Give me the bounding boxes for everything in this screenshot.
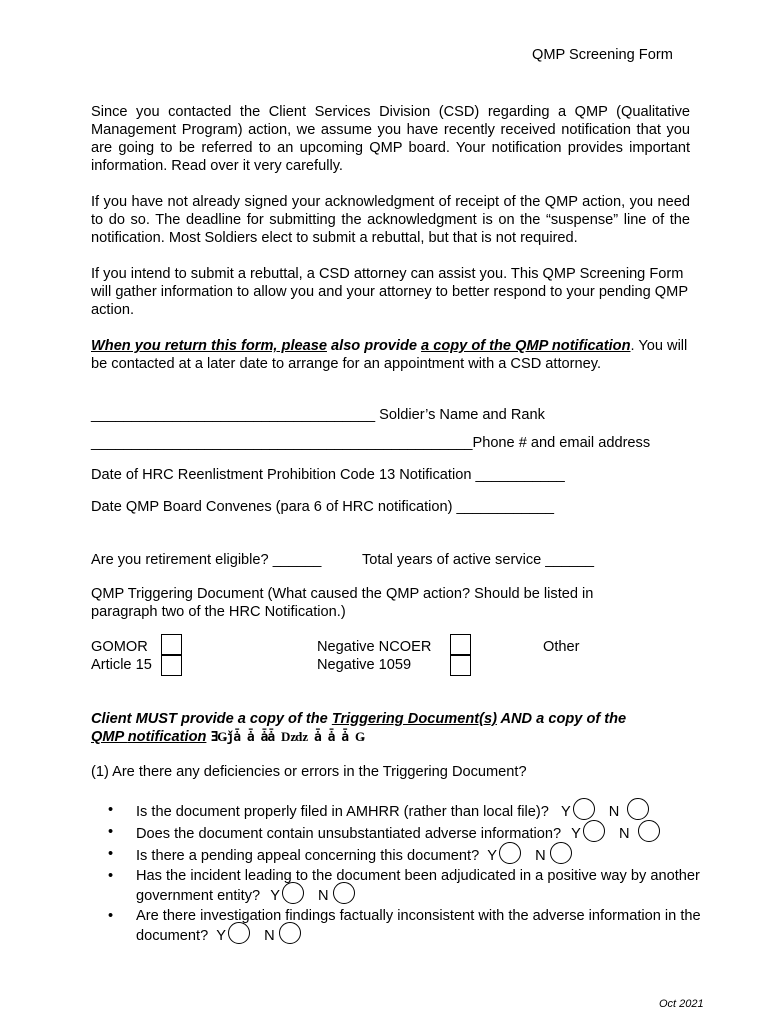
yes-radio[interactable] — [499, 842, 521, 864]
footer-date: Oct 2021 — [659, 998, 704, 1010]
neg1059-checkbox[interactable] — [450, 655, 471, 676]
option-1059-label: Negative 1059 — [317, 657, 412, 673]
article15-checkbox[interactable] — [161, 655, 182, 676]
question-item-2 — [136, 823, 736, 845]
no-label: N — [535, 847, 546, 864]
intro-paragraph-1: Since you contacted the Client Services Division (CSD) regarding a QMP (Qualitative Management Program) action, we assume you have recently received notification that you are going to be referred to an upcoming QMP board. Your notification provides important information. Read over it very carefully. — [91, 104, 690, 174]
no-label: N — [317, 887, 329, 904]
no-radio[interactable] — [333, 882, 355, 904]
option-other-label: Other — [543, 639, 580, 655]
yes-radio[interactable] — [228, 922, 250, 944]
client-must-text: Client MUST provide a copy of the — [91, 711, 332, 727]
garbled-text: ƎǤǰǡ ǡ ǡǡ ǲǳ ǡ ǡ ǡ Ǥ — [210, 730, 365, 745]
yes-label: Y — [216, 927, 227, 944]
deficiency-question-list — [91, 801, 736, 947]
yes-label: Y — [571, 825, 581, 842]
yes-radio[interactable] — [282, 882, 304, 904]
no-label: N — [618, 825, 630, 842]
yes-label: Y — [560, 803, 571, 820]
question-text: Are there investigation findings factually inconsistent with the adverse information in the document? — [136, 908, 701, 944]
question-text: Is the document properly filed in AMHRR (rather than local file)? — [136, 803, 549, 820]
no-label: N — [608, 803, 620, 820]
yes-label: Y — [270, 887, 280, 904]
triggering-document-question: QMP Triggering Document (What caused the QMP action? Should be listed in paragraph two of the HRC Notification.) — [91, 586, 594, 620]
section-1-heading: (1) Are there any deficiencies or errors in the Triggering Document? — [91, 764, 527, 780]
question-text: Does the document contain unsubstantiated adverse information? — [136, 825, 562, 842]
qmp-text: QMP — [91, 729, 128, 745]
question-item-4 — [136, 867, 736, 907]
yes-radio[interactable] — [573, 798, 595, 820]
no-radio[interactable] — [627, 798, 649, 820]
yes-radio[interactable] — [583, 820, 605, 842]
question-text: Has the incident leading to the document been adjudicated in a positive way by another government entity? — [136, 868, 700, 904]
option-ncoer-label: Negative NCOER — [317, 639, 432, 655]
no-label: N — [264, 927, 275, 944]
qmp-notification-emphasis: a copy of the QMP notification — [421, 338, 631, 354]
no-radio[interactable] — [638, 820, 660, 842]
yes-label: Y — [487, 847, 497, 864]
gomor-checkbox[interactable] — [161, 634, 182, 655]
client-must-provide-notice — [91, 710, 691, 747]
triggering-documents-emphasis: Triggering Document(s) — [331, 711, 497, 727]
and-copy-text: AND a copy of the — [496, 711, 627, 727]
active-service-years-field[interactable]: Total years of active service ______ — [362, 552, 595, 568]
option-article15-label: Article 15 — [91, 657, 152, 673]
phone-email-field[interactable]: _______________________________________________Phone # and email address — [91, 435, 651, 451]
no-radio[interactable] — [279, 922, 301, 944]
return-form-instruction: When you return this form, please — [91, 338, 327, 354]
notification-text: notification — [127, 729, 207, 745]
soldier-name-field[interactable]: ___________________________________ Soldier’s Name and Rank — [91, 407, 545, 423]
ncoer-checkbox[interactable] — [450, 634, 471, 655]
no-radio[interactable] — [550, 842, 572, 864]
question-item-5 — [136, 907, 736, 947]
question-item-3 — [136, 845, 736, 867]
intro-paragraph-4 — [91, 337, 690, 373]
intro-paragraph-3: If you intend to submit a rebuttal, a CSD attorney can assist you. This QMP Screening Form will gather information to allow you and your attorney to better respond to your pending QMP action. — [91, 266, 688, 318]
page-title: QMP Screening Form — [532, 47, 673, 63]
question-text: Is there a pending appeal concerning this document? — [136, 847, 480, 864]
option-gomor-label: GOMOR — [91, 639, 148, 655]
board-convene-date-field[interactable]: Date QMP Board Convenes (para 6 of HRC notification) ____________ — [91, 499, 554, 515]
intro-paragraph-2: If you have not already signed your acknowledgment of receipt of the QMP action, you need to do so. The deadline for submitting the acknowledgment is on the “suspense” line of the notification. Most Soldiers elect to submit a rebuttal, but that is not required. — [91, 194, 690, 246]
appointment-text: . You will be contacted at a later date to arrange for an appointment with a CSD attorney. — [91, 338, 688, 372]
also-provide-text: also provide — [326, 338, 422, 354]
hrc-notification-date-field[interactable]: Date of HRC Reenlistment Prohibition Code 13 Notification ___________ — [91, 467, 565, 483]
retirement-eligible-field[interactable]: Are you retirement eligible? ______ — [91, 552, 322, 568]
